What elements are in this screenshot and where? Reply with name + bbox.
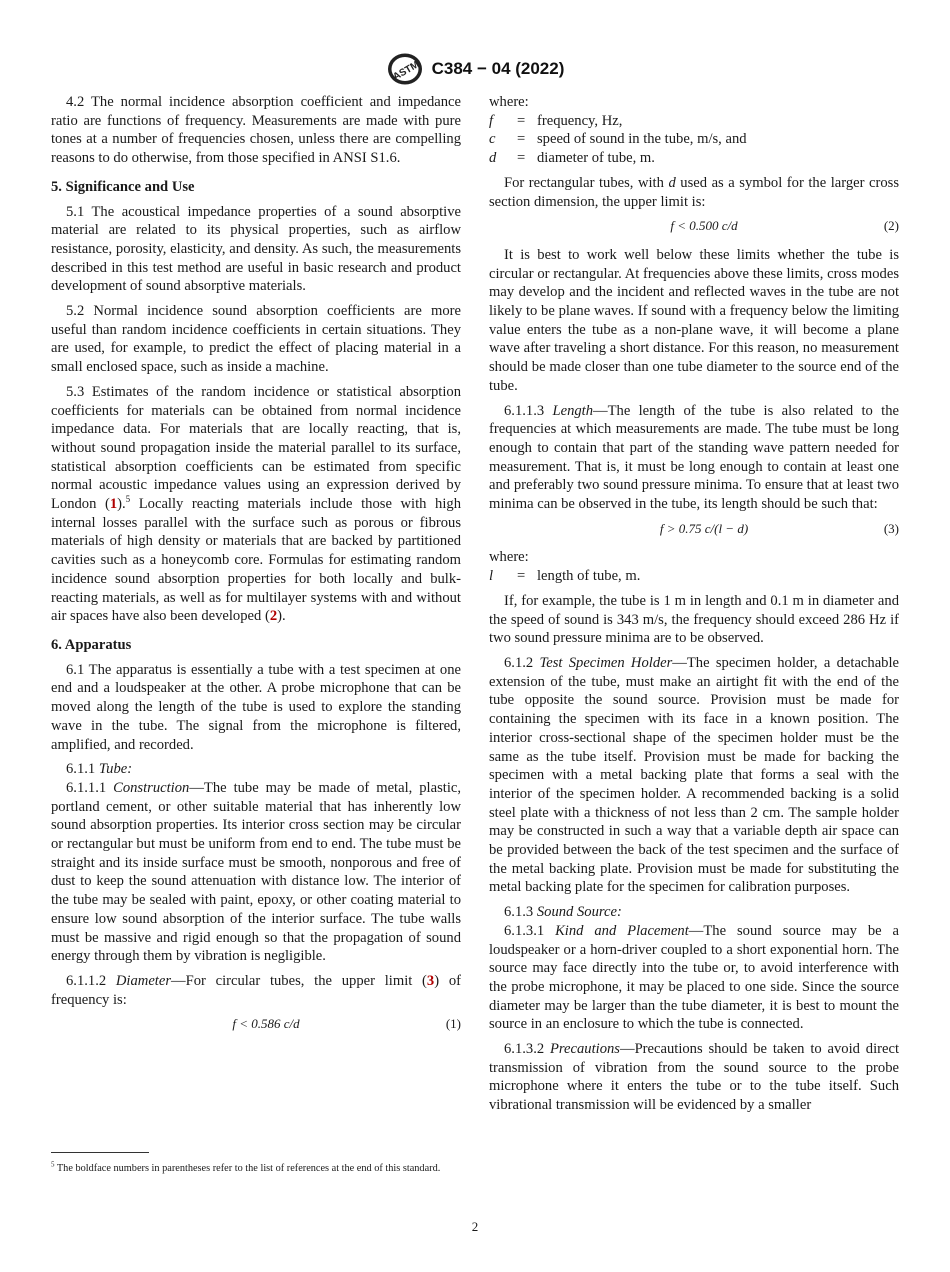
equation-3-number: (3) xyxy=(883,520,899,536)
paragraph-6-1-3-2: 6.1.3.2 Precautions—Precautions should be taken to avoid direct transmission of vibration from the sound source to the probe microphone where it enters the tube or to the tube itself. Such vibrational transmission will be evidenced by a smaller xyxy=(489,1041,899,1114)
paragraph-6-1-1-1: 6.1.1.1 Construction—The tube may be made of metal, plastic, portland cement, or other suitable material that has inherently low sound absorption properties. Its interior cross section may be circular or rectangular but must be uniform from end to end. The tube must be straight and its inside surface must be smooth, nonporous and free of dust to keep the sound attenuation with distance low. The interior of the tube may be sealed with paint, epoxy, or other coating material to ensure low sound absorption of the interior surface. The tube walls must be massive and rigid enough so that the propagation of sound energy through them by vibration is negligible. xyxy=(51,779,461,965)
page-header xyxy=(0,52,950,86)
equation-2-number: (2) xyxy=(883,218,899,234)
section-5-heading: 5. Significance and Use xyxy=(51,178,195,195)
variable-definitions-1 xyxy=(489,112,899,168)
where-label-1: where: xyxy=(489,94,529,110)
paragraph-6-1-3-1: 6.1.3.1 Kind and Placement—The sound source may be a loudspeaker or a horn-driver coupled to a short exponential horn. The source may face directly into the tube or, to avoid interference with the probe microphone, it may be placed to one side. Since the source diameter may be larger than the tube diameter, it is best to mount the source in an enclosure to which the tube is connected. xyxy=(489,922,900,1033)
definition-row: d = diameter of tube, m. xyxy=(489,150,655,167)
equation-2 xyxy=(489,217,899,236)
footnote-divider xyxy=(51,1152,149,1153)
page-number: 2 xyxy=(471,1219,479,1234)
where-label-2: where: xyxy=(489,549,529,566)
paragraph-5-2: 5.2 Normal incidence sound absorption coefficients are more useful than random incidence coefficients in certain situations. They are used, for example, to predict the effect of placing material in a small enclosed space, such as inside a machine. xyxy=(51,303,461,376)
svg-text:ASTM: ASTM xyxy=(390,59,421,84)
reference-link-3[interactable]: 3 xyxy=(426,972,435,989)
variable-definitions-2 xyxy=(489,567,899,586)
left-column xyxy=(51,93,461,1044)
paragraph-5-1: 5.1 The acoustical impedance properties of a sound absorptive material are related to its physical properties, such as airflow resistance, porosity, elasticity, and density. As such, the measurements described in this test method are useful in basic research and product development of sound absorptive materials. xyxy=(51,203,461,295)
paragraph-6-1-1: 6.1.1 Tube: xyxy=(66,761,133,778)
paragraph-rectangular-tubes: For rectangular tubes, with d used as a symbol for the larger cross section dimension, the upper limit is: xyxy=(489,174,899,210)
definition-row: l = length of tube, m. xyxy=(489,568,641,585)
reference-link-1[interactable]: 1 xyxy=(109,496,118,513)
paragraph-6-1-3: 6.1.3 Sound Source: xyxy=(504,904,622,921)
footnote-marker: 5 xyxy=(125,494,131,505)
paragraph-6-1-1-2: 6.1.1.2 Diameter—For circular tubes, the upper limit (3) of frequency is: xyxy=(51,972,461,1008)
paragraph-limits: It is best to work well below these limits whether the tube is circular or rectangular. At frequencies above these limits, cross modes may develop and the incident and reflected waves in the tube are not likely to be plane waves. If sound with a frequency below the limiting value enters the tube as a non-plane wave, it will become a plane wave after traveling a short distance. For this reason, no measurement should be made closer than one tube diameter to the source end of the tube. xyxy=(489,246,899,394)
paragraph-6-1: 6.1 The apparatus is essentially a tube with a test specimen at one end and a loudspeaker at the other. A probe microphone that can be moved along the length of the tube is used to explore the standing wave in the tube. The signal from the microphone is filtered, amplified, and recorded. xyxy=(51,661,461,753)
equation-1 xyxy=(51,1015,461,1034)
paragraph-6-1-2: 6.1.2 Test Specimen Holder—The specimen holder, a detachable extension of the tube, must make an airtight fit with the end of the tube opposite the sound source. Provision must be made for containing the specimen with its face in a known position. The interior cross-sectional shape of the specimen holder must be the same as the tube itself. Provision must be made for backing the specimen with a metal backing plate that forms a seal with the interior of the specimen holder. A recommended backing is a solid steel plate with a thickness of not less than 2 cm. The sample holder may be constructed in such a way that a variable depth air space can be provided between the back of the test specimen and the surface of the metal backing plate. Provision must be made for substituting the metal backing plate for the specimen for calibration purposes. xyxy=(489,654,899,896)
equation-1-number: (1) xyxy=(445,1016,461,1032)
reference-link-2[interactable]: 2 xyxy=(269,608,278,625)
definition-row: f = frequency, Hz, xyxy=(489,112,623,129)
paragraph-6-1-1-3: 6.1.1.3 Length—The length of the tube is also related to the frequencies at which measurements are made. The tube must be long enough to contain that part of the standing wave pattern needed for measurement. That is, it must be long enough to contain at least one and preferably two sound pressure minima. To ensure that at least two minima can be observed in the tube, its length should be such that: xyxy=(489,402,900,513)
right-column xyxy=(489,93,899,1121)
footnote-5: $^5$ The boldface numbers in parentheses refer to the list of references at the end of this standard. xyxy=(51,1160,441,1174)
paragraph-example: If, for example, the tube is 1 m in length and 0.1 m in diameter and the speed of sound is 343 m/s, the frequency should exceed 286 Hz if two sound pressure minima are to be observed. xyxy=(489,592,899,647)
equation-3-expression: f > 0.75 c/(l − d) xyxy=(659,520,749,536)
equation-1-expression: f < 0.586 c/d xyxy=(232,1016,300,1032)
astm-logo-icon xyxy=(386,52,424,86)
paragraph-5-3: 5.3 Estimates of the random incidence or statistical absorption coefficients for materials can be obtained from normal incidence impedance data. For materials that are locally reacting, that is, without sound propagation inside the material parallel to its surface, statistical absorption coefficients can be estimated from specific normal acoustic impedance values using an expression derived by London (1).$^5$ Locally reacting materials include those with high internal losses parallel with the surface such as porous or fibrous materials of high density or materials that are backed by partitioned cavities such as a honeycomb core. Formulas for estimating random incidence sound absorption properties for both locally and bulk-reacting materials, as well as for multilayer systems with and without air spaces have also been developed (2). xyxy=(51,383,461,625)
document-designation: C384 − 04 (2022) xyxy=(431,59,565,78)
equation-3 xyxy=(489,520,899,539)
equation-2-expression: f < 0.500 c/d xyxy=(670,218,738,234)
paragraph-4-2: 4.2 The normal incidence absorption coefficient and impedance ratio are functions of frequency. Measurements are made with pure tones at a number of frequencies chosen, unless there are compelling reasons to do otherwise, from those specified in ANSI S1.6. xyxy=(51,94,461,167)
section-6-heading: 6. Apparatus xyxy=(51,636,132,653)
definition-row: c = speed of sound in the tube, m/s, and xyxy=(489,131,747,148)
